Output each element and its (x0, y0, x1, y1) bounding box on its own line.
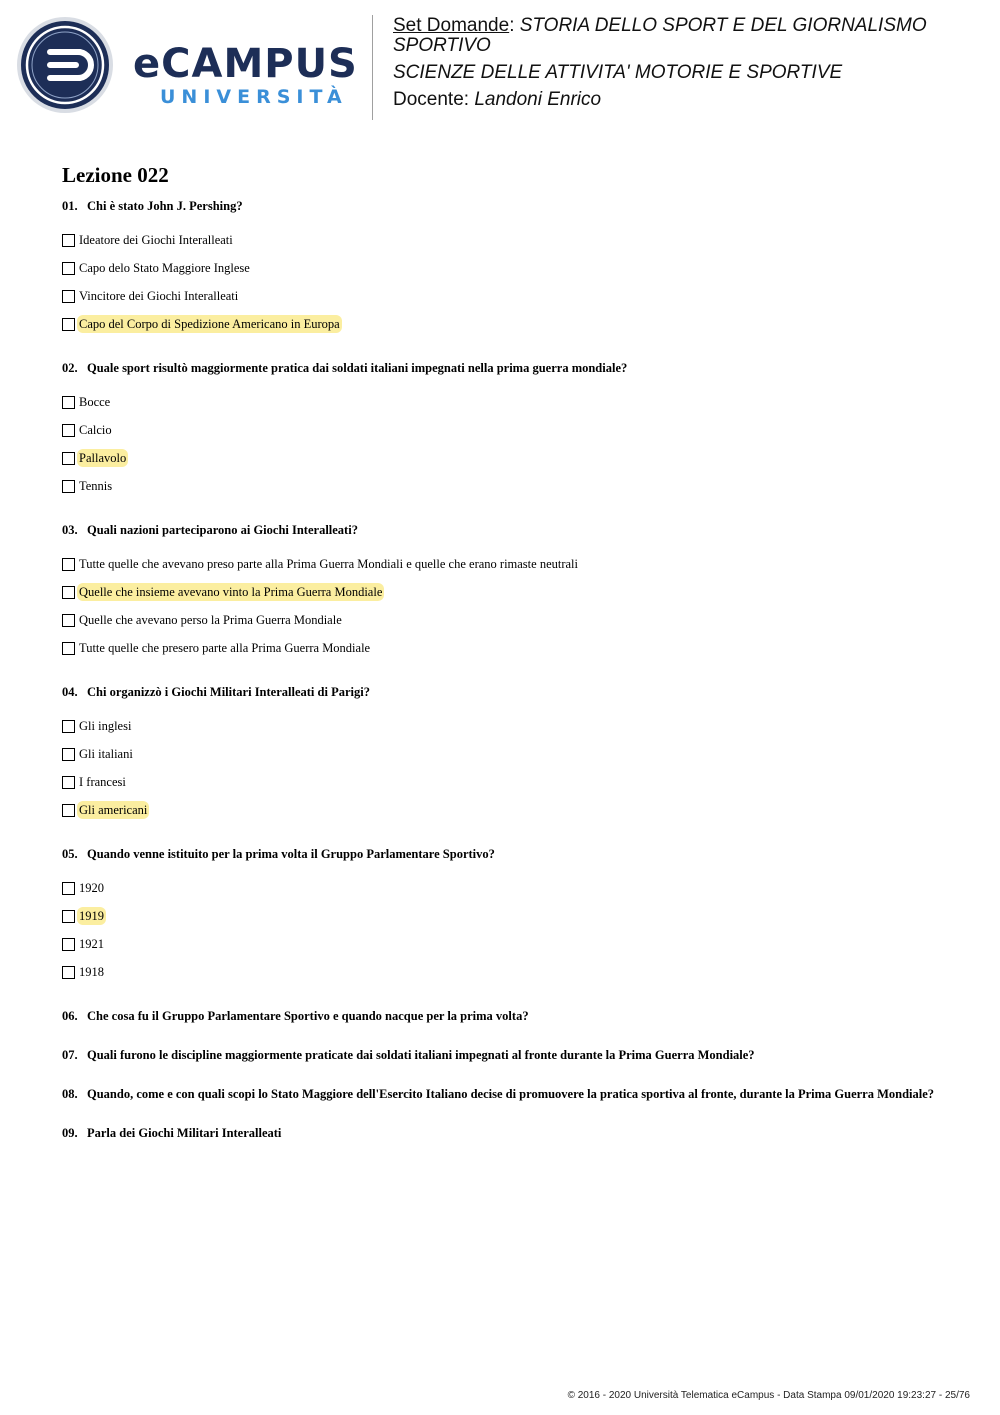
checkbox[interactable] (62, 910, 75, 923)
checkbox[interactable] (62, 424, 75, 437)
header-divider (372, 15, 373, 120)
checkbox[interactable] (62, 938, 75, 951)
checkbox[interactable] (62, 776, 75, 789)
checkbox[interactable] (62, 262, 75, 275)
checkbox[interactable] (62, 966, 75, 979)
checkbox[interactable] (62, 614, 75, 627)
question-label: Quale sport risultò maggiormente pratica dai soldati italiani impegnati nella prima guerra mondiale? (87, 361, 628, 375)
open-question (62, 1127, 942, 1140)
question-block (62, 200, 942, 338)
checkbox[interactable] (62, 748, 75, 761)
question-block (62, 848, 942, 986)
answer-option (62, 606, 942, 634)
question-number: 01. (62, 199, 78, 213)
answer-label: Tutte quelle che presero parte alla Prima Guerra Mondiale (79, 641, 371, 655)
answer-label: Gli inglesi (79, 719, 132, 733)
checkbox[interactable] (62, 452, 75, 465)
question-number: 09. (62, 1126, 78, 1140)
question-text (62, 848, 942, 861)
answer-option (62, 874, 942, 902)
question-number: 05. (62, 847, 78, 861)
question-label: Quando venne istituito per la prima volta il Gruppo Parlamentare Sportivo? (87, 847, 495, 861)
question-number: 04. (62, 685, 78, 699)
answer-label: Tutte quelle che avevano preso parte alla Prima Guerra Mondiali e quelle che erano rimaste neutrali (79, 557, 578, 571)
answer-label: 1920 (79, 881, 104, 895)
set-label: Set Domande (393, 15, 510, 36)
set-line: Set Domande: STORIA DELLO SPORT E DEL GIORNALISMO SPORTIVO (393, 15, 927, 56)
question-number: 07. (62, 1048, 78, 1062)
question-text (62, 524, 942, 537)
checkbox[interactable] (62, 586, 75, 599)
lesson-title: Lezione 022 (62, 163, 169, 187)
multiple-choice-questions (62, 200, 942, 986)
answer-option (62, 634, 942, 662)
answer-label: 1921 (79, 937, 104, 951)
correct-answer-label: Quelle che insieme avevano vinto la Prima Guerra Mondiale (79, 585, 383, 599)
answer-label: Capo delo Stato Maggiore Inglese (79, 261, 250, 275)
correct-answer-label: 1919 (79, 909, 104, 923)
question-label: Parla dei Giochi Militari Interalleati (87, 1126, 282, 1140)
answer-label: Calcio (79, 423, 112, 437)
question-text (62, 686, 942, 699)
page-header (0, 0, 1000, 125)
checkbox[interactable] (62, 804, 75, 817)
brand-sub: UNIVERSITÀ (160, 86, 348, 108)
open-question (62, 1049, 942, 1062)
correct-answer-label: Capo del Corpo di Spedizione Americano in Europa (79, 317, 340, 331)
open-questions (62, 1010, 942, 1140)
correct-answer-label: Pallavolo (79, 451, 127, 465)
set-value-2: SPORTIVO (393, 35, 491, 56)
answer-option (62, 416, 942, 444)
question-label: Quali nazioni parteciparono ai Giochi Interalleati? (87, 523, 358, 537)
answer-option (62, 768, 942, 796)
question-label: Quando, come e con quali scopi lo Stato Maggiore dell'Esercito Italiano decise di promuovere la pratica sportiva al fronte, durante la Prima Guerra Mondiale? (87, 1087, 935, 1101)
answer-label: Bocce (79, 395, 111, 409)
header-info (393, 16, 983, 117)
answer-option (62, 958, 942, 986)
question-text (62, 362, 942, 375)
answer-option (62, 930, 942, 958)
question-label: Chi è stato John J. Pershing? (87, 199, 243, 213)
page-footer: © 2016 - 2020 Università Telematica eCampus - Data Stampa 09/01/2020 19:23:27 - 25/76 (567, 1390, 970, 1401)
answer-label: Gli italiani (79, 747, 133, 761)
answer-option (62, 282, 942, 310)
question-text (62, 200, 942, 213)
correct-answer-label: Gli americani (79, 803, 148, 817)
checkbox[interactable] (62, 480, 75, 493)
answer-option (62, 444, 942, 472)
answer-option (62, 388, 942, 416)
answer-option (62, 226, 942, 254)
course-name: SCIENZE DELLE ATTIVITA' MOTORIE E SPORTIVE (393, 62, 843, 83)
answer-option (62, 578, 942, 606)
question-block (62, 686, 942, 824)
teacher-line (393, 90, 983, 110)
checkbox[interactable] (62, 720, 75, 733)
ecampus-seal-logo (14, 16, 116, 114)
brand-main: eCAMPUS (133, 41, 358, 87)
question-number: 02. (62, 361, 78, 375)
answer-label: Quelle che avevano perso la Prima Guerra Mondiale (79, 613, 342, 627)
answer-label: Vincitore dei Giochi Interalleati (79, 289, 239, 303)
answer-option (62, 254, 942, 282)
set-value-1: STORIA DELLO SPORT E DEL GIORNALISMO (519, 15, 927, 36)
checkbox[interactable] (62, 882, 75, 895)
question-label: Chi organizzò i Giochi Militari Interalleati di Parigi? (87, 685, 370, 699)
question-number: 06. (62, 1009, 78, 1023)
answer-option (62, 550, 942, 578)
teacher-label: Docente: (393, 89, 470, 110)
answer-option (62, 902, 942, 930)
open-question (62, 1088, 942, 1101)
question-label: Che cosa fu il Gruppo Parlamentare Sportivo e quando nacque per la prima volta? (87, 1009, 529, 1023)
answer-label: Tennis (79, 479, 113, 493)
page-content (62, 162, 942, 1166)
answer-option (62, 472, 942, 500)
checkbox[interactable] (62, 558, 75, 571)
answer-option (62, 796, 942, 824)
question-label: Quali furono le discipline maggiormente praticate dai soldati italiani impegnati al fronte durante la Prima Guerra Mondiale? (87, 1048, 755, 1062)
ecampus-wordmark (133, 41, 358, 108)
checkbox[interactable] (62, 396, 75, 409)
checkbox[interactable] (62, 290, 75, 303)
checkbox[interactable] (62, 642, 75, 655)
answer-option (62, 712, 942, 740)
answer-label: I francesi (79, 775, 126, 789)
question-number: 03. (62, 523, 78, 537)
teacher-name: Landoni Enrico (474, 89, 602, 110)
checkbox[interactable] (62, 234, 75, 247)
question-block (62, 524, 942, 662)
checkbox[interactable] (62, 318, 75, 331)
answer-label: 1918 (79, 965, 104, 979)
answer-label: Ideatore dei Giochi Interalleati (79, 233, 233, 247)
course-line (393, 63, 983, 83)
open-question (62, 1010, 942, 1023)
question-number: 08. (62, 1087, 78, 1101)
answer-option (62, 310, 942, 338)
answer-option (62, 740, 942, 768)
question-block (62, 362, 942, 500)
